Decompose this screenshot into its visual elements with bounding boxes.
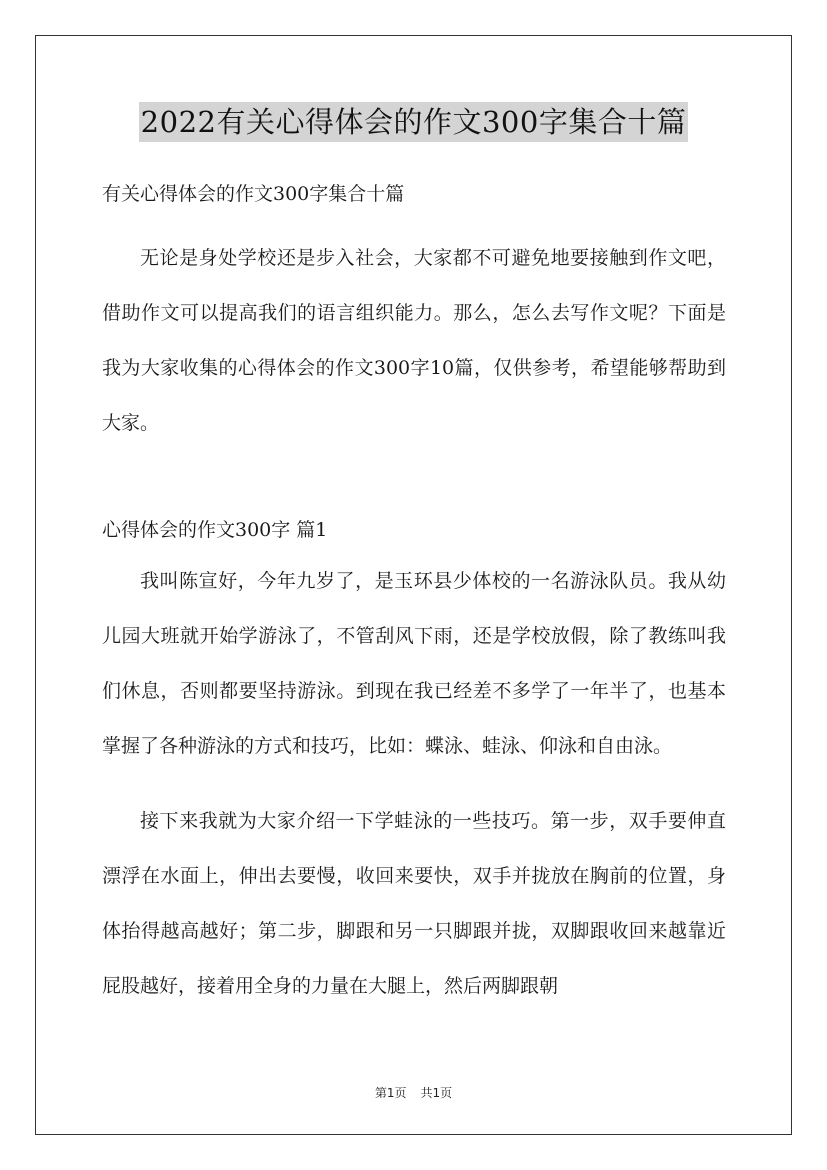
document-body [102, 176, 726, 1034]
intro-paragraph: 无论是身处学校还是步入社会，大家都不可避免地要接触到作文吧，借助作文可以提高我们的语言组织能力。那么，怎么去写作文呢？下面是我为大家收集的心得体会的作文300字10篇，仅供参考，希望能够帮助到大家。 [102, 247, 726, 434]
section-heading: 心得体会的作文300字 篇1 [102, 519, 328, 541]
page-footer [0, 1084, 827, 1101]
document-subtitle: 有关心得体会的作文300字集合十篇 [102, 183, 405, 205]
body-paragraph-1: 我叫陈宣好，今年九岁了，是玉环县少体校的一名游泳队员。我从幼儿园大班就开始学游泳了，不管刮风下雨，还是学校放假，除了教练叫我们休息，否则都要坚持游泳。到现在我已经差不多学了一年半了，也基本掌握了各种游泳的方式和技巧，比如：蝶泳、蛙泳、仰泳和自由泳。 [102, 570, 726, 757]
document-title: 2022有关心得体会的作文300字集合十篇 [139, 102, 689, 142]
title-container [0, 102, 827, 142]
body-paragraph-2: 接下来我就为大家介绍一下学蛙泳的一些技巧。第一步，双手要伸直漂浮在水面上，伸出去要慢，收回来要快，双手并拢放在胸前的位置，身体抬得越高越好；第二步，脚跟和另一只脚跟并拢，双脚跟收回来越靠近屁股越好，接着用全身的力量在大腿上，然后两脚跟朝 [102, 810, 726, 997]
page-number-current: 第1页 [374, 1086, 407, 1100]
page-number-total: 共1页 [420, 1086, 453, 1100]
